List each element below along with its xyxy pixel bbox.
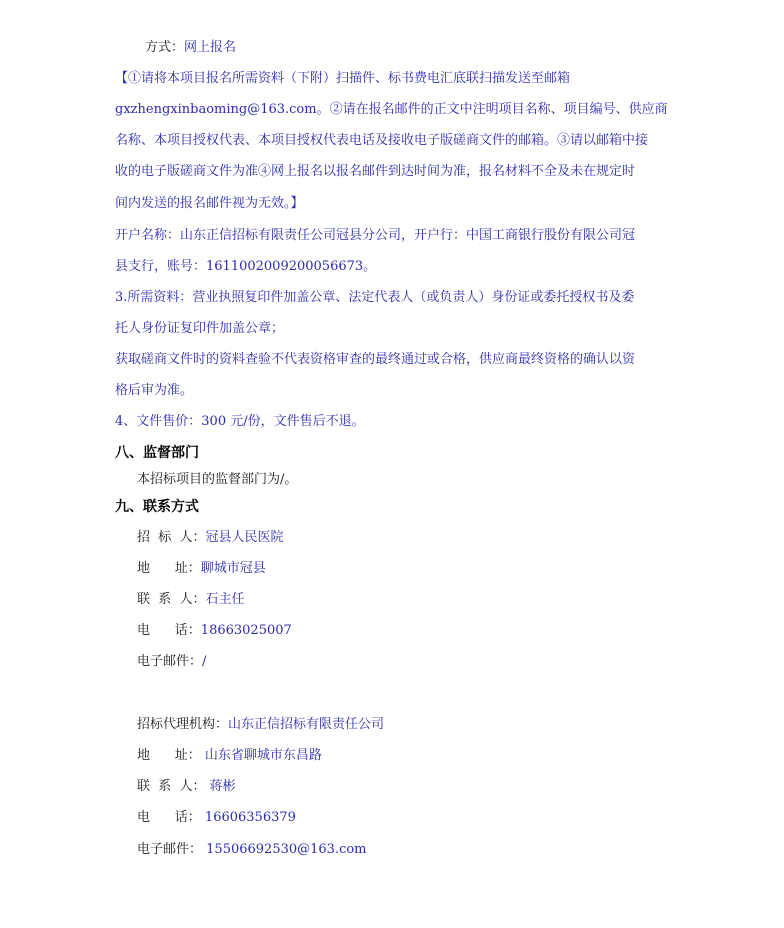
- row-value: 山东正信招标有限责任公司: [228, 717, 385, 732]
- price-line: 4、文件售价：300 元/份，文件售后不退。: [115, 414, 365, 429]
- account-line: 开户名称：山东正信招标有限责任公司冠县分公司，开户行：中国工商银行股份有限公司冠: [115, 228, 636, 243]
- account-line: 县支行，账号：1611002009200056673。: [115, 259, 377, 274]
- note-line: 间内发送的报名邮件视为无效。】: [115, 196, 304, 211]
- note-line: 名称、本项目授权代表、本项目授权代表电话及接收电子版磋商文件的邮箱。③请以邮箱中接: [115, 133, 649, 148]
- row-label: 地 址：: [137, 561, 201, 576]
- tenderer-phone-row: [137, 623, 292, 639]
- row-label: 联 系 人：: [137, 592, 206, 607]
- tenderer-address-row: [137, 561, 266, 577]
- note-line: 收的电子版磋商文件为准④网上报名以报名邮件到达时间为准，报名材料不全及未在规定时: [115, 164, 636, 179]
- row-label: 电子邮件：: [137, 842, 203, 857]
- materials-line: 托人身份证复印件加盖公章；: [115, 321, 285, 336]
- note-line: 【①请将本项目报名所需资料（下附）扫描件、标书费电汇底联扫描发送至邮箱: [115, 71, 571, 86]
- row-label: 电 话：: [137, 623, 201, 638]
- agency-phone-row: [137, 810, 296, 826]
- agency-email-row: [137, 842, 367, 858]
- row-value[interactable]: 15506692530@163.com: [202, 842, 367, 857]
- tenderer-name-row: [137, 530, 284, 546]
- row-label: 招 标 人：: [137, 530, 206, 545]
- section8-title: 八、监督部门: [115, 445, 199, 461]
- row-label: 电子邮件：: [137, 654, 203, 669]
- row-label: 联 系 人：: [137, 779, 206, 794]
- tenderer-contact-row: [137, 592, 245, 608]
- registration-method: [145, 40, 236, 56]
- row-value: 山东省聊城市东昌路: [200, 748, 322, 763]
- materials-line: 3.所需资料：营业执照复印件加盖公章、法定代表人（或负责人）身份证或委托授权书及委: [115, 290, 635, 305]
- note-line: gxzhengxinbaoming@163.com。②请在报名邮件的正文中注明项目名称、项目编号、供应商: [115, 102, 668, 117]
- tenderer-email-row: [137, 654, 206, 670]
- row-value: 蒋彬: [205, 779, 236, 794]
- section8-body: 本招标项目的监督部门为/。: [137, 472, 298, 487]
- row-label: 电 话：: [137, 810, 201, 825]
- review-line: 格后审为准。: [115, 383, 194, 398]
- row-label: 招标代理机构：: [137, 717, 229, 732]
- agency-name-row: [137, 717, 384, 733]
- section9-title: 九、联系方式: [115, 499, 199, 515]
- row-value: 石主任: [205, 592, 245, 607]
- row-value: /: [202, 654, 207, 669]
- row-value: 18663025007: [200, 623, 292, 638]
- row-value: 16606356379: [200, 810, 296, 825]
- agency-contact-row: [137, 779, 236, 795]
- row-label: 地 址：: [137, 748, 201, 763]
- row-value: 冠县人民医院: [205, 530, 284, 545]
- agency-address-row: [137, 748, 322, 764]
- review-line: 获取磋商文件时的资料查验不代表资格审查的最终通过或合格，供应商最终资格的确认以资: [115, 352, 636, 367]
- row-value: 聊城市冠县: [200, 561, 266, 576]
- method-label: 方式：: [145, 40, 185, 55]
- method-value: 网上报名: [184, 40, 237, 55]
